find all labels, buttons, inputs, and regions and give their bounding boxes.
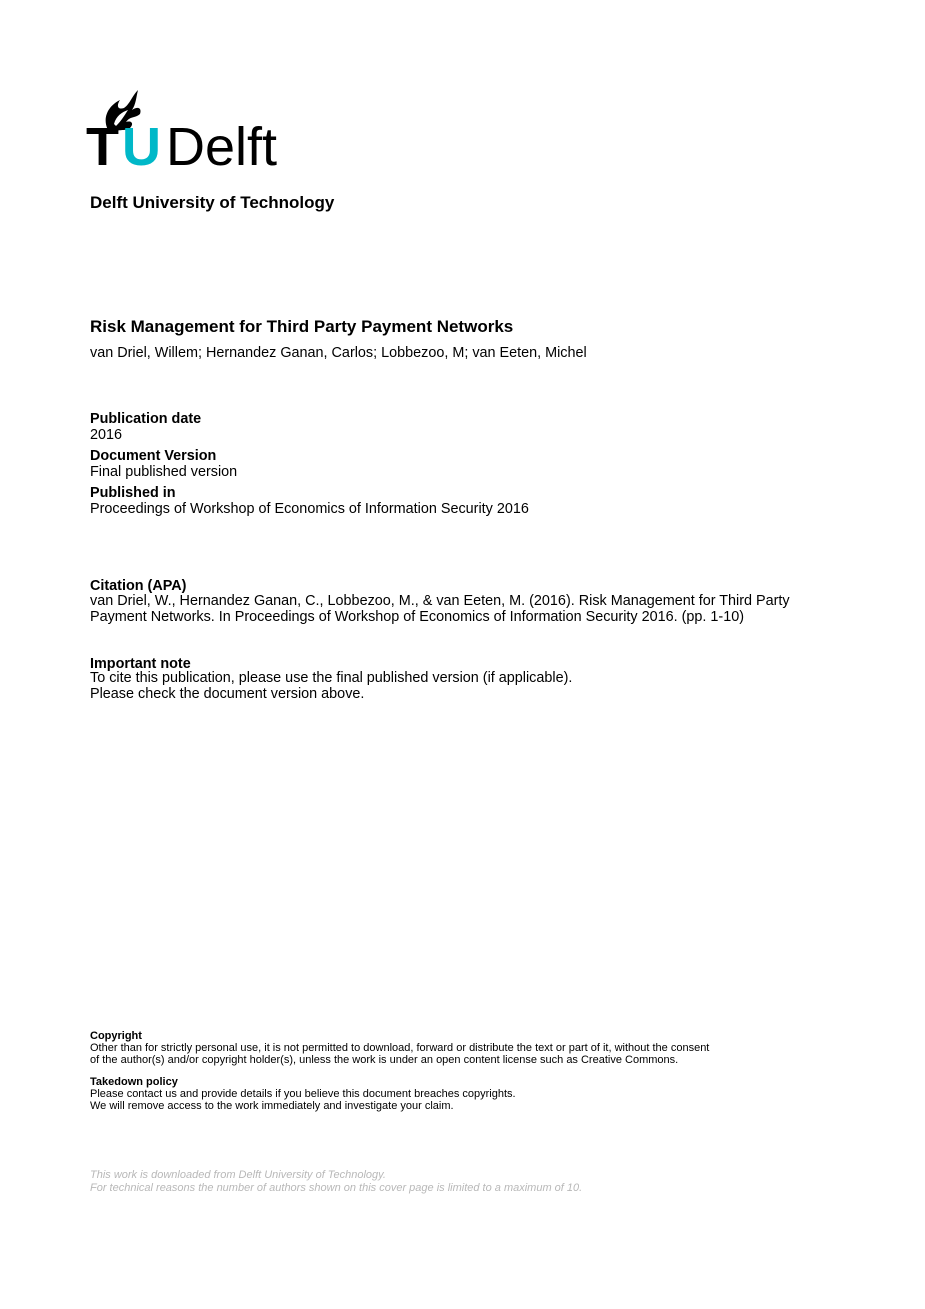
- published-in-value: Proceedings of Workshop of Economics of Information Security 2016: [90, 501, 529, 517]
- citation-label: Citation (APA): [90, 578, 187, 594]
- paper-title: Risk Management for Third Party Payment Networks: [90, 317, 514, 336]
- takedown-text: [90, 1088, 830, 1113]
- footer-line-2: For technical reasons the number of authors shown on this cover page is limited to a maximum of 10.: [90, 1181, 583, 1194]
- document-version-label: Document Version: [90, 448, 217, 464]
- copyright-line-2: of the author(s) and/or copyright holder(s), unless the work is under an open content license such as Creative Commons.: [90, 1054, 679, 1067]
- university-name: Delft University of Technology: [90, 193, 335, 212]
- download-footer: [90, 1169, 830, 1194]
- takedown-line-1: Please contact us and provide details if you believe this document breaches copyrights.: [90, 1088, 516, 1100]
- copyright-line-1: Other than for strictly personal use, it is not permitted to download, forward or distribute the text or part of it, without the consent: [90, 1042, 710, 1054]
- logo-letter-u: U: [122, 117, 161, 177]
- important-note-line-2: Please check the document version above.: [90, 685, 365, 702]
- important-note-label: Important note: [90, 656, 191, 672]
- tu-delft-logo: [86, 86, 316, 178]
- takedown-line-2: We will remove access to the work immediately and investigate your claim.: [90, 1100, 454, 1113]
- important-note-text: [90, 671, 830, 702]
- logo-letter-t: T: [86, 117, 119, 177]
- publication-date-label: Publication date: [90, 411, 202, 427]
- logo-word-delft: Delft: [166, 117, 278, 177]
- citation-text: van Driel, W., Hernandez Ganan, C., Lobbezoo, M., & van Eeten, M. (2016). Risk Management for Third Party Payment Networks. In Proceedings of Workshop of Economics of Information Security 2016. (pp. 1-10): [90, 593, 790, 625]
- publication-date-value: 2016: [90, 427, 123, 443]
- published-in-label: Published in: [90, 485, 176, 501]
- takedown-label: Takedown policy: [90, 1076, 178, 1088]
- footer-line-1: This work is downloaded from Delft University of Technology.: [90, 1169, 386, 1181]
- copyright-label: Copyright: [90, 1030, 142, 1042]
- important-note-line-1: To cite this publication, please use the final published version (if applicable).: [90, 670, 573, 686]
- document-version-value: Final published version: [90, 464, 238, 480]
- copyright-text: [90, 1042, 830, 1067]
- paper-authors: van Driel, Willem; Hernandez Ganan, Carlos; Lobbezoo, M; van Eeten, Michel: [90, 345, 587, 361]
